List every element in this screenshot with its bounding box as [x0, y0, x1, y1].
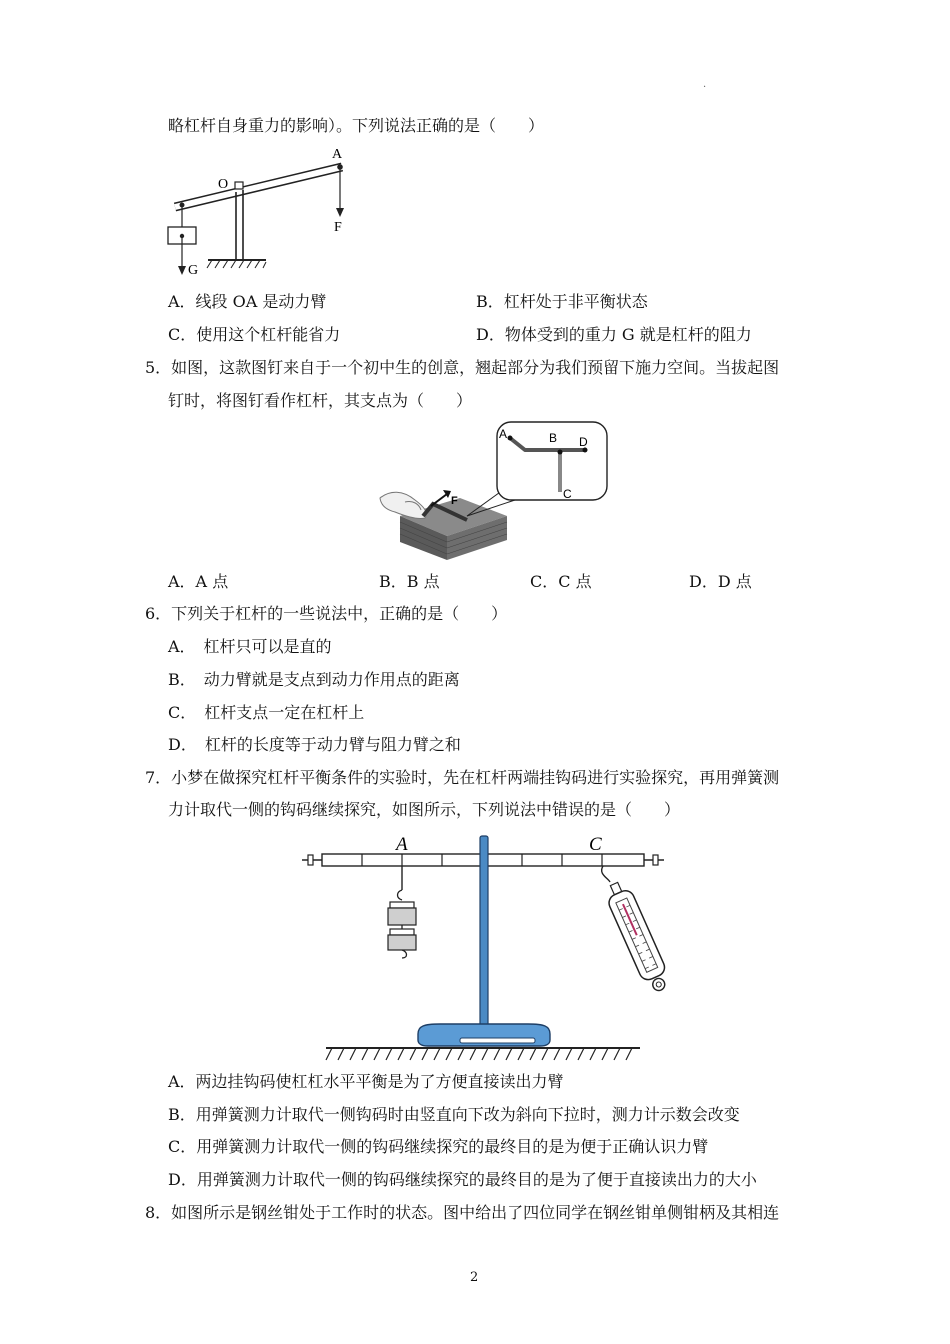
- q4-option-a: A．线段 OA 是动力臂: [168, 292, 327, 311]
- q5-stem-line2: 钉时，将图钉看作杠杆，其支点为（ ）: [168, 391, 473, 410]
- q8-stem-line1: 8．如图所示是钢丝钳处于工作时的状态。图中给出了四位同学在钢丝钳单侧钳柄及其相连: [145, 1203, 780, 1222]
- q5-label-B: B: [549, 431, 558, 445]
- q4-label-G: G: [188, 263, 199, 278]
- q4-stem-tail: 略杠杆自身重力的影响）。下列说法正确的是（ ）: [168, 116, 545, 135]
- page-number: 2: [470, 1270, 479, 1285]
- q6-option-d: D． 杠杆的长度等于动力臂与阻力臂之和: [168, 735, 461, 754]
- q4-option-d: D．物体受到的重力 G 就是杠杆的阻力: [476, 325, 752, 344]
- q7-label-A: A: [396, 834, 408, 855]
- q4-label-F: F: [334, 220, 342, 235]
- q7-weight-1: [388, 908, 416, 925]
- q6-option-c: C． 杠杆支点一定在杠杆上: [168, 703, 365, 722]
- q5-label-F: F: [451, 495, 458, 507]
- q5-stem-line1: 5．如图，这款图钉来自于一个初中生的创意，翘起部分为我们预留下施力空间。当拔起图: [145, 358, 780, 377]
- q5-option-c: C．C 点: [530, 572, 592, 591]
- top-mark: ·: [703, 82, 707, 93]
- q7-stem-line2: 力计取代一侧的钩码继续探究，如图所示，下列说法中错误的是（ ）: [168, 800, 681, 819]
- q6-option-a: A． 杠杆只可以是直的: [168, 637, 332, 656]
- q5-option-a: A．A 点: [168, 572, 229, 591]
- q7-stem-line1: 7．小梦在做探究杠杆平衡条件的实验时，先在杠杆两端挂钩码进行实验探究，再用弹簧测: [145, 768, 780, 787]
- q5-pushpin-figure: [375, 420, 615, 565]
- q7-label-C: C: [589, 834, 602, 855]
- q4-label-O: O: [218, 177, 229, 192]
- q6-stem: 6．下列关于杠杆的一些说法中，正确的是（ ）: [145, 604, 508, 623]
- q7-option-d: D．用弹簧测力计取代一侧的钩码继续探究的最终目的是为了便于直接读出力的大小: [168, 1170, 757, 1189]
- q6-option-b: B． 动力臂就是支点到动力作用点的距离: [168, 670, 460, 689]
- q4-lever-figure: [160, 142, 360, 282]
- q7-lever-experiment-figure: [300, 830, 670, 1065]
- q4-option-b: B．杠杆处于非平衡状态: [476, 292, 648, 311]
- q7-option-c: C．用弹簧测力计取代一侧的钩码继续探究的最终目的是为便于正确认识力臂: [168, 1137, 709, 1156]
- q5-label-C: C: [563, 487, 572, 501]
- q7-option-b: B．用弹簧测力计取代一侧钩码时由竖直向下改为斜向下拉时，测力计示数会改变: [168, 1105, 740, 1124]
- q5-label-A: A: [499, 427, 508, 441]
- q5-option-d: D．D 点: [689, 572, 752, 591]
- q7-weight-2: [388, 935, 416, 950]
- q5-option-b: B．B 点: [379, 572, 440, 591]
- q4-option-c: C．使用这个杠杆能省力: [168, 325, 341, 344]
- q5-label-D: D: [579, 435, 588, 449]
- q4-label-A: A: [332, 147, 343, 162]
- q7-option-a: A．两边挂钩码使杠杠水平平衡是为了方便直接读出力臂: [168, 1072, 564, 1091]
